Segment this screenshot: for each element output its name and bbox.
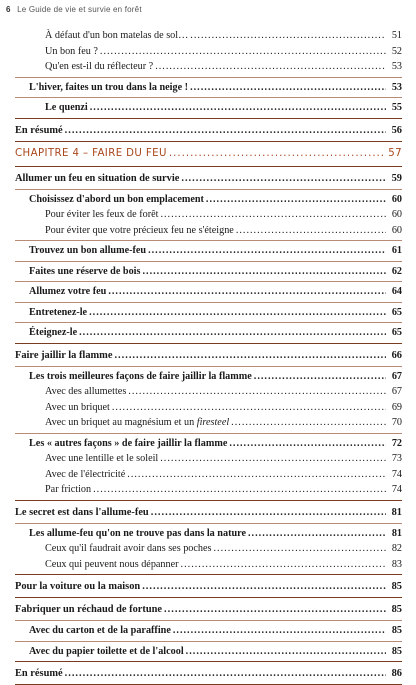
toc-entry-page: 64	[391, 286, 402, 297]
toc-entry[interactable]	[15, 125, 402, 142]
toc-entry-page: 65	[391, 306, 402, 318]
toc-entry-title: Allumer un feu en situation de survie	[15, 172, 180, 184]
toc-entry-title: Éteignez-le	[29, 327, 78, 338]
toc-entry[interactable]	[15, 417, 402, 434]
toc-entry-page: 60	[391, 209, 402, 220]
toc-entry-title: Choisissez d'abord un bon emplacement	[29, 193, 204, 205]
toc-entry-page: 65	[391, 327, 402, 338]
toc-entry-title: Entretenez-le	[29, 306, 88, 318]
toc-entry-title: Avec du carton et de la paraffine	[29, 625, 171, 636]
dot-leader	[173, 625, 386, 636]
toc-entry[interactable]	[15, 453, 402, 469]
toc-entry-title: Ceux qui peuvent nous dépanner	[45, 558, 179, 570]
dot-leader	[206, 194, 386, 205]
toc-entry-title: Avec de l'électricité	[45, 468, 126, 480]
toc-entry[interactable]	[15, 543, 402, 559]
dot-leader	[151, 507, 386, 518]
toc-entry-page: 69	[391, 401, 402, 413]
dot-leader	[160, 453, 386, 464]
toc-entry[interactable]	[15, 559, 402, 576]
toc-entry[interactable]	[15, 507, 402, 524]
dot-leader	[100, 46, 386, 57]
toc-entry-page: 83	[391, 558, 402, 570]
toc-entry-title: Faire jaillir la flamme	[15, 349, 113, 361]
toc-entry-title: Trouvez un bon allume-feu	[29, 245, 147, 256]
toc-entry-title: Avec du papier toilette et de l'alcool	[29, 645, 184, 657]
toc-entry-page: 56	[391, 124, 402, 136]
toc-entry-page: 52	[391, 45, 402, 57]
dot-leader	[142, 581, 386, 592]
toc-entry-title: Pour éviter les feux de forêt	[45, 209, 159, 220]
toc-entry-title: Qu'en est-il du réflecteur ?	[45, 61, 154, 72]
toc-entry[interactable]	[15, 371, 402, 387]
book-title: Le Guide de vie et survie en forêt	[17, 5, 142, 14]
toc-entry-page: 85	[391, 645, 402, 657]
toc-entry-page: 53	[391, 81, 402, 93]
toc-entry-title: Le secret est dans l'allume-feu	[15, 506, 149, 518]
toc-entry-page: 86	[391, 668, 402, 679]
running-header	[6, 5, 142, 14]
toc-entry-title: Avec un briquet	[45, 401, 110, 413]
toc-entry-page: 67	[391, 370, 402, 382]
toc-entry-title: Pour la voiture ou la maison	[15, 581, 141, 592]
dot-leader	[248, 528, 386, 539]
toc-entry[interactable]	[15, 350, 402, 367]
toc-entry[interactable]	[15, 194, 402, 210]
italic-term: firesteel	[196, 417, 230, 428]
toc-entry-page: 74	[391, 484, 402, 495]
toc-entry-title: Les trois meilleures façons de faire jaillir la flamme	[29, 370, 252, 382]
dot-leader	[112, 402, 386, 413]
toc-entry-title: L'hiver, faites un trou dans la neige !	[29, 81, 189, 93]
toc-entry[interactable]	[15, 386, 402, 402]
toc-entry-page: 85	[391, 625, 402, 636]
toc-entry[interactable]	[15, 581, 402, 598]
dot-leader	[148, 245, 386, 256]
chapter-heading[interactable]	[15, 148, 402, 167]
chapter-title: CHAPITRE 4 – FAIRE DU FEU	[15, 147, 167, 159]
dot-leader	[214, 543, 387, 554]
dot-leader	[79, 327, 386, 338]
toc-entry-title: Faites une réserve de bois	[29, 265, 141, 277]
toc-entry-title: À défaut d'un bon matelas de sol…	[45, 30, 189, 41]
toc-entry[interactable]	[15, 209, 402, 225]
toc-entry-page: 85	[391, 581, 402, 592]
dot-leader	[231, 417, 386, 428]
toc-entry-page: 73	[391, 453, 402, 464]
toc-entry[interactable]	[15, 266, 402, 283]
dot-leader	[169, 148, 386, 159]
dot-leader	[164, 604, 386, 615]
toc-entry[interactable]	[15, 286, 402, 303]
dot-leader	[181, 559, 386, 570]
dot-leader	[186, 646, 386, 657]
dot-leader	[65, 668, 386, 679]
toc-entry[interactable]	[15, 646, 402, 663]
dot-leader	[160, 209, 386, 220]
toc-entry[interactable]	[15, 327, 402, 344]
toc-entry-page: 81	[391, 527, 402, 539]
toc-entry[interactable]	[15, 61, 402, 78]
toc-entry-page: 59	[391, 172, 402, 184]
toc-entry[interactable]	[15, 604, 402, 621]
toc-entry-page: 72	[391, 437, 402, 449]
dot-leader	[114, 350, 386, 361]
toc-entry-page: 67	[391, 386, 402, 397]
toc-entry-page: 62	[391, 265, 402, 277]
toc-entry-title: Fabriquer un réchaud de fortune	[15, 604, 163, 615]
toc-entry-title: Les allume-feu qu'on ne trouve pas dans la nature	[29, 527, 246, 539]
toc-entry-title: Les « autres façons » de faire jaillir la flamme	[29, 437, 228, 449]
dot-leader	[236, 225, 386, 236]
dot-leader	[254, 371, 386, 382]
toc-entry-title: En résumé	[15, 124, 63, 136]
toc-entry[interactable]	[15, 82, 402, 99]
toc-entry-page: 85	[391, 604, 402, 615]
dot-leader	[90, 102, 386, 113]
toc-entry[interactable]	[15, 668, 402, 685]
toc-entry-page: 60	[391, 224, 402, 236]
toc-entry[interactable]	[15, 30, 402, 46]
chapter-page: 57	[388, 147, 402, 159]
toc-entry-page: 82	[391, 543, 402, 554]
toc-entry-page: 55	[391, 102, 402, 113]
toc-entry-title: Avec une lentille et le soleil	[45, 453, 159, 464]
dot-leader	[127, 469, 386, 480]
toc-entry[interactable]	[15, 173, 402, 190]
toc-entry-title: Avec un briquet au magnésium et un firesteel	[45, 417, 230, 428]
dot-leader	[108, 286, 386, 297]
toc-entry-title: Avec des allumettes	[45, 386, 127, 397]
dot-leader	[65, 125, 386, 136]
toc-entry[interactable]	[15, 307, 402, 324]
toc-entry[interactable]	[15, 625, 402, 642]
toc-entry-title: Pour éviter que votre précieux feu ne s'éteigne	[45, 224, 234, 236]
toc-entry-page: 74	[391, 468, 402, 480]
toc-entry[interactable]	[15, 402, 402, 418]
toc-entry-title: Allumez votre feu	[29, 286, 107, 297]
toc-entry-page: 61	[391, 245, 402, 256]
toc-entry-page: 70	[391, 417, 402, 428]
toc-entry-title: En résumé	[15, 668, 63, 679]
dot-leader	[128, 386, 386, 397]
toc-entry-title: Le quenzi	[45, 102, 88, 113]
toc-entry[interactable]	[15, 484, 402, 501]
toc-entry-page: 51	[391, 30, 402, 41]
toc-entry[interactable]	[15, 46, 402, 62]
dot-leader	[190, 82, 386, 93]
toc-entry[interactable]	[15, 102, 402, 119]
dot-leader	[89, 307, 386, 318]
toc-entry[interactable]	[15, 469, 402, 485]
toc-entry-page: 66	[391, 349, 402, 361]
dot-leader	[181, 173, 386, 184]
dot-leader	[229, 438, 386, 449]
dot-leader	[155, 61, 386, 72]
toc-entry-page: 81	[391, 506, 402, 518]
toc-entry[interactable]	[15, 528, 402, 544]
page-number: 6	[6, 5, 11, 14]
toc-entry-page: 53	[391, 61, 402, 72]
dot-leader	[93, 484, 386, 495]
dot-leader	[190, 30, 386, 41]
toc-entry-title: Un bon feu ?	[45, 45, 98, 57]
table-of-contents	[15, 30, 402, 685]
toc-entry[interactable]	[15, 438, 402, 454]
toc-entry[interactable]	[15, 245, 402, 262]
toc-entry-page: 60	[391, 193, 402, 205]
toc-entry[interactable]	[15, 225, 402, 242]
toc-entry-title: Ceux qu'il faudrait avoir dans ses poches	[45, 543, 212, 554]
toc-entry-title: Par friction	[45, 484, 92, 495]
dot-leader	[142, 266, 386, 277]
